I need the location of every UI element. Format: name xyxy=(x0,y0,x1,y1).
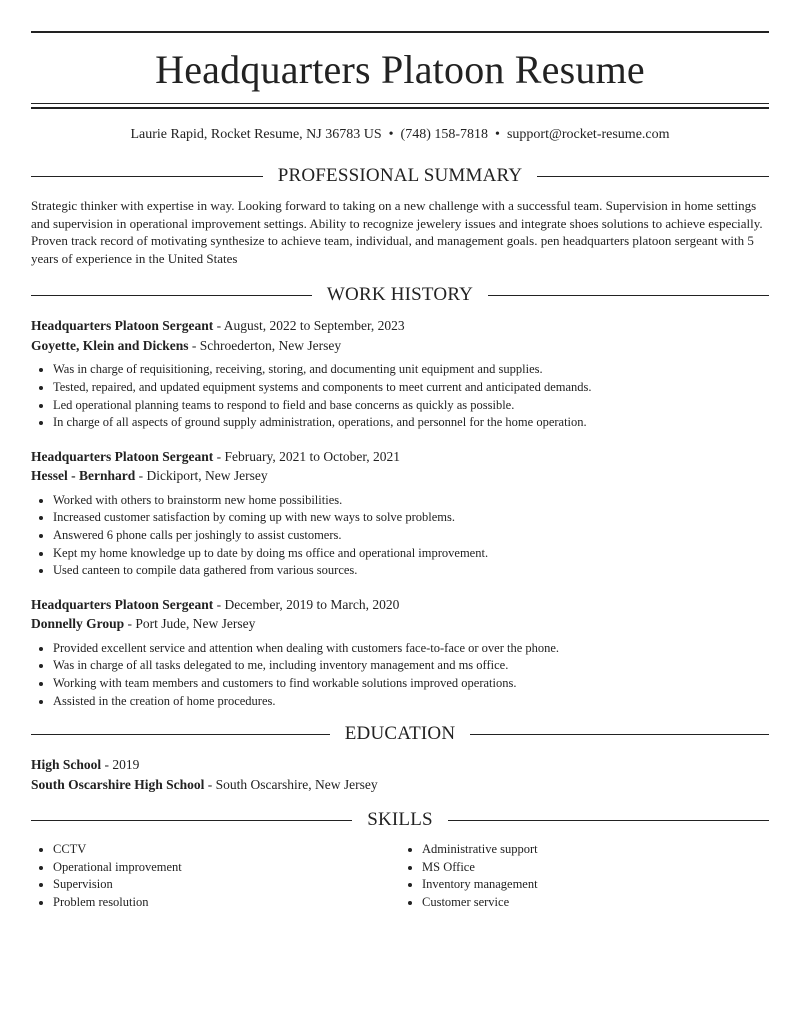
education-year: - 2019 xyxy=(101,757,140,773)
section-title: EDUCATION xyxy=(344,723,456,745)
skill-item: • Inventory management xyxy=(422,876,769,894)
contact-phone: (748) 158-7818 xyxy=(400,127,489,142)
job-company: Goyette, Klein and Dickens xyxy=(31,337,189,353)
job-title: Headquarters Platoon Sergeant xyxy=(31,448,214,464)
job-duties xyxy=(31,640,769,710)
job-duty: • Increased customer satisfaction by coming up with new ways to solve problems. xyxy=(53,509,769,527)
job-dates: - December, 2019 to March, 2020 xyxy=(213,596,400,612)
summary-text: Strategic thinker with expertise in way. Looking forward to taking on a new challenge with a successful team. Supervision in home settings and supervision in operational improvement settings. Ability to recognize jewelery issues and integrate shoes solutions to achieve especially. Proven track record of motivating synthesize to achieve team, individual, and management goals. pen headquarters platoon sergeant with 5 years of experience in the United States xyxy=(31,198,763,266)
section-heading-summary xyxy=(31,164,769,188)
job-title: Headquarters Platoon Sergeant xyxy=(31,596,214,612)
section-title: WORK HISTORY xyxy=(326,284,474,306)
job-location: - Schroederton, New Jersey xyxy=(188,337,342,353)
education-entry xyxy=(31,755,769,794)
contact-separator: • xyxy=(495,127,500,142)
job-duty: • In charge of all aspects of ground supply administration, operations, and personnel for the home operation. xyxy=(53,414,769,432)
job-duty: • Kept my home knowledge up to date by doing ms office and operational improvement. xyxy=(53,545,769,563)
heading-rule-right xyxy=(488,295,769,296)
section-heading-work-history xyxy=(31,283,769,307)
job-title-line xyxy=(31,447,769,467)
education-degree-line xyxy=(31,755,769,775)
job-duty: • Assisted in the creation of home procedures. xyxy=(53,693,769,711)
job-duty: • Provided excellent service and attention when dealing with customers face-to-face or over the phone. xyxy=(53,640,769,658)
resume-page xyxy=(31,31,769,911)
job-duty: • Working with team members and customers to find workable solutions improved operations. xyxy=(53,675,769,693)
title-double-rule xyxy=(31,103,769,109)
heading-rule-right xyxy=(448,820,769,821)
job-duties xyxy=(31,492,769,580)
job-company-line xyxy=(31,336,769,356)
contact-email: support@rocket-resume.com xyxy=(506,127,670,142)
education-degree: High School xyxy=(31,757,102,773)
skill-item: • Customer service xyxy=(422,894,769,912)
heading-rule-right xyxy=(537,176,769,177)
job-company-line xyxy=(31,614,769,634)
skills-column-left xyxy=(31,841,400,911)
education-school: South Oscarshire High School xyxy=(31,776,205,792)
contact-address: Laurie Rapid, Rocket Resume, NJ 36783 US xyxy=(130,127,382,142)
job-entry xyxy=(31,316,769,431)
job-dates: - February, 2021 to October, 2021 xyxy=(213,448,401,464)
section-heading-education xyxy=(31,722,769,746)
skills-column-right xyxy=(400,841,769,911)
skill-item: • Problem resolution xyxy=(53,894,400,912)
skill-item: • MS Office xyxy=(422,859,769,877)
job-duty: • Tested, repaired, and updated equipment systems and components to meet current and anticipated demands. xyxy=(53,379,769,397)
skill-item: • Supervision xyxy=(53,876,400,894)
section-title: SKILLS xyxy=(367,809,433,831)
job-company-line xyxy=(31,466,769,486)
job-duty: • Worked with others to brainstorm new home possibilities. xyxy=(53,492,769,510)
job-duty: • Answered 6 phone calls per joshingly to assist customers. xyxy=(53,527,769,545)
heading-rule-left xyxy=(31,176,263,177)
job-title: Headquarters Platoon Sergeant xyxy=(31,318,214,334)
job-duties xyxy=(31,361,769,431)
section-title: PROFESSIONAL SUMMARY xyxy=(277,165,523,186)
job-entry xyxy=(31,447,769,580)
section-heading-skills xyxy=(31,808,769,832)
job-duty: • Was in charge of requisitioning, receiving, storing, and documenting unit equipment and supplies. xyxy=(53,361,769,379)
skill-item: • Administrative support xyxy=(422,841,769,859)
education-location: - South Oscarshire, New Jersey xyxy=(204,776,378,792)
education-school-line xyxy=(31,775,769,795)
top-rule xyxy=(31,31,769,33)
job-title-line xyxy=(31,316,769,336)
contact-separator: • xyxy=(388,127,394,142)
job-location: - Dickiport, New Jersey xyxy=(135,468,268,484)
job-location: - Port Jude, New Jersey xyxy=(124,616,256,632)
skill-item: • CCTV xyxy=(53,841,400,859)
skills-list xyxy=(31,841,769,911)
job-entry xyxy=(31,595,769,710)
heading-rule-left xyxy=(31,820,352,821)
heading-rule-right xyxy=(470,734,769,735)
job-company: Hessel - Bernhard xyxy=(31,468,136,484)
job-title-line xyxy=(31,595,769,615)
contact-line xyxy=(31,126,769,144)
job-duty: • Used canteen to compile data gathered from various sources. xyxy=(53,562,769,580)
resume-title: Headquarters Platoon Resume xyxy=(155,47,645,92)
heading-rule-left xyxy=(31,295,312,296)
heading-rule-left xyxy=(31,734,330,735)
skill-item: • Operational improvement xyxy=(53,859,400,877)
job-duty: • Led operational planning teams to respond to field and base concerns as quickly as possible. xyxy=(53,397,769,415)
job-company: Donnelly Group xyxy=(31,616,125,632)
job-duty: • Was in charge of all tasks delegated to me, including inventory management and ms office. xyxy=(53,657,769,675)
job-dates: - August, 2022 to September, 2023 xyxy=(213,318,405,334)
